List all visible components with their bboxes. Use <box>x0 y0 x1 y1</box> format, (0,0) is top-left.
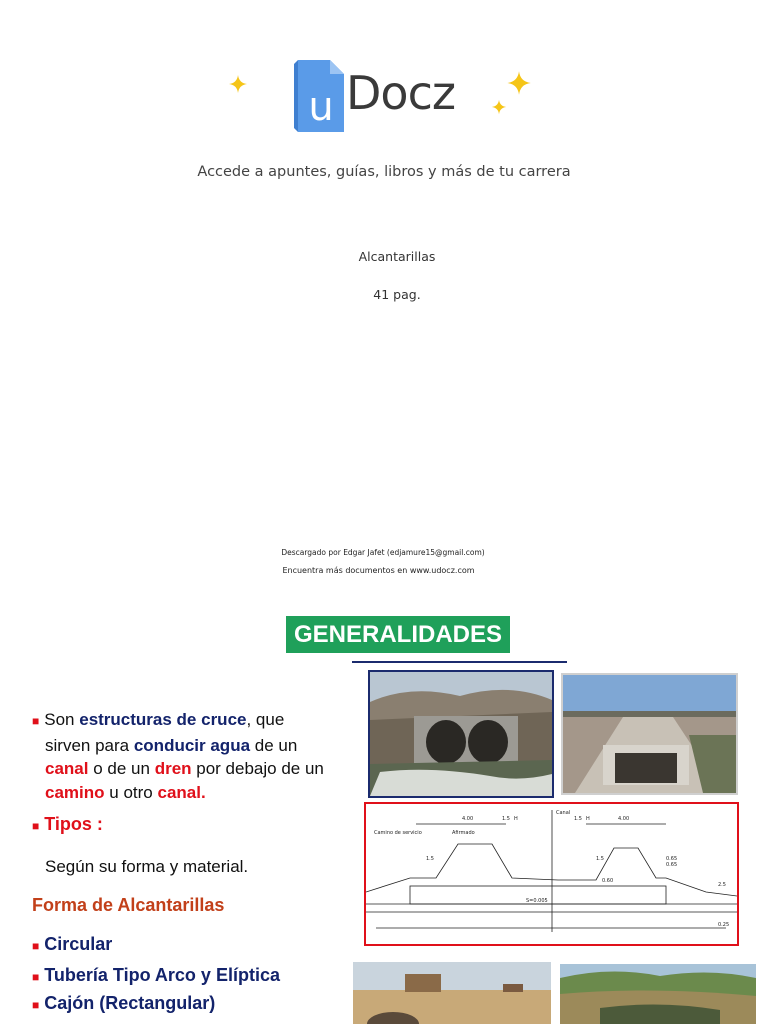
diagram-dim: 2.5 <box>718 882 726 888</box>
culvert-cross-section-diagram <box>364 802 739 946</box>
type-item <box>32 965 280 986</box>
logo-wordmark: Docz <box>346 66 456 120</box>
page-count: 41 pag. <box>373 287 421 302</box>
bullet-square-icon: ■ <box>32 998 40 1012</box>
diagram-dim: 0.60 <box>602 878 614 884</box>
sparkle-icon-small <box>491 99 507 115</box>
photo-box-culvert <box>561 673 738 795</box>
heading-underline <box>352 661 567 663</box>
diagram-dim: 0.25 <box>718 922 730 928</box>
intro-text: u otro <box>109 782 153 802</box>
diagram-label: Canal <box>556 810 571 816</box>
intro-highlight: canal <box>45 759 89 778</box>
type-label: Tubería Tipo Arco y Elíptica <box>44 965 280 985</box>
diagram-dim: S=0.005 <box>526 898 548 904</box>
forma-heading: Forma de Alcantarillas <box>32 895 225 915</box>
intro-text: Son <box>44 710 75 729</box>
intro-text: por debajo de un <box>196 759 324 778</box>
bullet-square-icon: ■ <box>32 714 40 728</box>
sparkle-icon-large <box>506 70 532 96</box>
intro-text: o de un <box>93 759 150 778</box>
diagram-dim: 1.5 <box>502 816 510 822</box>
diagram-dim: 4.00 <box>462 816 474 822</box>
intro-text: sirven para <box>45 735 130 755</box>
landscape-photo-illustration <box>560 964 756 1024</box>
diagram-dim: 0.65 <box>666 856 678 862</box>
tipos-heading <box>32 814 103 835</box>
intro-highlight: conducir agua <box>133 735 251 755</box>
type-item <box>32 993 215 1014</box>
photo-arch-pipe <box>353 962 551 1024</box>
bullet-square-icon: ■ <box>32 819 40 833</box>
bullet-square-icon: ■ <box>32 939 40 953</box>
diagram-dim: 0.65 <box>666 862 678 868</box>
diagram-dim: 4.00 <box>618 816 630 822</box>
intro-highlight: camino <box>45 782 105 802</box>
tipos-description: Según su forma y material. <box>45 857 249 876</box>
diagram-label: Camino de servicio <box>374 830 422 836</box>
box-culvert-photo-illustration <box>563 675 736 793</box>
arch-pipe-photo-illustration <box>353 962 551 1024</box>
diagram-dim: H <box>514 816 518 822</box>
downloaded-by: Descargado por Edgar Jafet (edjamure15@gmail.com) <box>281 548 485 557</box>
photo-circular-culvert <box>368 670 554 798</box>
tagline: Accede a apuntes, guías, libros y más de tu carrera <box>197 164 571 180</box>
bullet-square-icon: ■ <box>32 970 40 984</box>
document-title: Alcantarillas <box>358 249 436 264</box>
intro-text: de un <box>254 735 298 755</box>
tipos-label: Tipos : <box>44 814 103 834</box>
sparkle-icon <box>228 74 248 94</box>
cross-section-drawing <box>366 804 737 944</box>
intro-highlight: dren <box>154 759 192 778</box>
intro-paragraph <box>32 708 350 804</box>
type-label: Cajón (Rectangular) <box>44 993 216 1013</box>
diagram-dim: 1.5 <box>426 856 434 862</box>
diagram-dim: H <box>586 816 590 822</box>
diagram-label: Afirmado <box>452 830 475 836</box>
diagram-dim: 1.5 <box>596 856 604 862</box>
culvert-photo-illustration <box>370 672 552 796</box>
intro-highlight: canal. <box>157 782 206 802</box>
type-item <box>32 934 112 955</box>
photo-landscape <box>560 964 756 1024</box>
logo-letter-u: u <box>308 84 334 130</box>
slide-heading: GENERALIDADES <box>286 616 510 653</box>
intro-highlight: estructuras de cruce <box>79 710 247 729</box>
type-label: Circular <box>44 934 113 954</box>
intro-text: , que <box>246 710 285 729</box>
diagram-dim: 1.5 <box>574 816 582 822</box>
more-documents-link[interactable]: Encuentra más documentos en www.udocz.com <box>282 566 475 575</box>
